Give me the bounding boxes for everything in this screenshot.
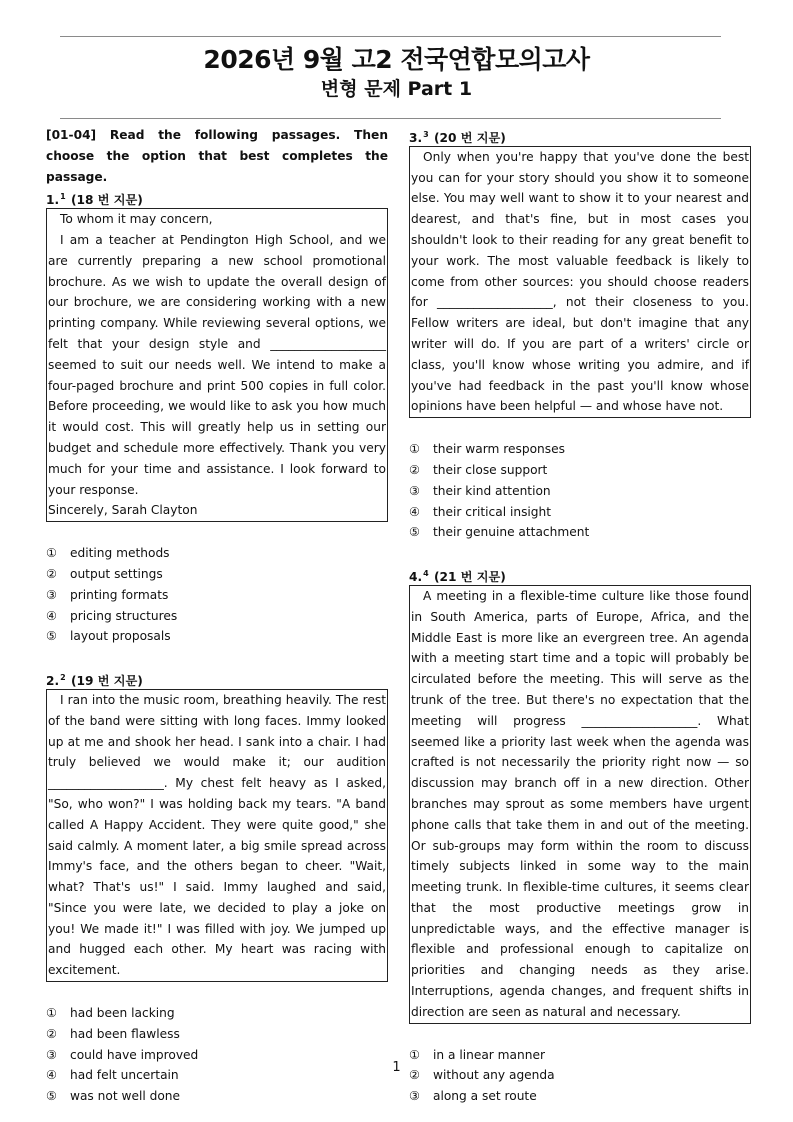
option-item[interactable]: ② their close support <box>409 462 548 477</box>
question-3-header <box>409 125 751 146</box>
right-column <box>409 125 751 1107</box>
passage-paragraph: Only when you're happy that you've done the best you can for your story should you show it to someone else. You may well want to show it to your nearest and dearest, and that's fine, but in most cases you shouldn't look to their reading for any great benefit to your work. The most valuable feedback is likely to come from other sources: you should choose readers for ___________________, not their closeness to you. Fellow writers are ideal, but don't imagine that any writer will do. If you are part of a writers' circle or class, you'll know whose writing you admire, and if you've had feedback in the past you'll know whose opinions have been helpful — and whose have not. <box>411 149 749 414</box>
question-2-header <box>46 668 388 689</box>
footnote-marker: 4 <box>423 569 429 579</box>
option-item[interactable]: ① their warm responses <box>409 442 565 457</box>
page-subtitle: 변형 문제 Part 1 <box>320 78 473 100</box>
question-1-passage <box>46 208 388 522</box>
question-source: (20 번 지문) <box>433 131 506 145</box>
passage-paragraph: I am a teacher at Pendington High School, and we are currently preparing a new school promotional brochure. As we wish to update the overall design of our brochure, we are considering working with a new printing company. While reviewing several options, we felt that your design style and ___________________ seemed to suit our needs well. We intend to make a four-paged brochure and print 500 copies in full color. Before proceeding, we would like to ask you how much it would cost. This will greatly help us in setting our budget and schedule more effectively. Thank you very much for your time and assistance. I look forward to your response. <box>48 232 386 497</box>
question-2-options <box>46 1003 388 1107</box>
option-item[interactable]: ① editing methods <box>46 546 170 561</box>
passage-paragraph: To whom it may concern, <box>60 212 213 227</box>
option-item[interactable]: ⑤ their genuine attachment <box>409 525 590 540</box>
option-item[interactable]: ④ pricing structures <box>46 608 178 623</box>
question-number: 2. <box>46 674 60 689</box>
option-item[interactable]: ⑤ layout proposals <box>46 629 171 644</box>
left-column <box>46 125 388 1107</box>
option-item[interactable]: ① had been lacking <box>46 1006 175 1021</box>
question-source: (19 번 지문) <box>70 674 143 689</box>
option-item[interactable]: ③ their kind attention <box>409 483 551 498</box>
footnote-marker: 3 <box>423 130 429 139</box>
footnote-marker: 1 <box>60 192 66 202</box>
instructions: [01-04] Read the following passages. Then choose the option that best completes the passage. <box>46 128 388 184</box>
passage-paragraph: A meeting in a flexible-time culture like those found in South America, parts of Europe, Africa, and the Middle East is more like an evergreen tree. An agenda with a meeting start time and a topic will probably be circulated before the meeting. This will serve as the trunk of the tree. But there's no expectation that the meeting will progress ___________________. What seemed like a priority last week when the agenda was crafted is not necessarily the priority right now — so discussion may branch off in a new direction. Other branches may sprout as some members have urgent phone calls that take them in and out of the meeting. Or sub-groups may form within the room to discuss timely subjects linked in some way to the main meeting trunk. In flexible-time cultures, it seems clear that the most productive meetings grow in unpredictable ways, and the effective manager is flexible and professional enough to capitalize on priorities and changing needs as they arise. Interruptions, agenda changes, and frequent shifts in direction are seen as natural and necessary. <box>411 588 749 1019</box>
option-item[interactable]: ① in a linear manner <box>409 1047 545 1062</box>
question-1-options <box>46 543 388 647</box>
question-source: (21 번 지문) <box>433 570 506 585</box>
option-item[interactable]: ⑤ was not well done <box>46 1089 181 1104</box>
option-item[interactable]: ④ had felt uncertain <box>46 1068 179 1083</box>
option-item[interactable]: ② without any agenda <box>409 1068 555 1083</box>
option-item[interactable]: ③ printing formats <box>46 587 169 602</box>
question-source: (18 번 지문) <box>70 193 143 208</box>
option-item[interactable]: ③ along a set route <box>409 1089 537 1104</box>
header-bottom-rule <box>60 118 721 119</box>
question-4-header <box>409 564 751 585</box>
option-item[interactable]: ③ could have improved <box>46 1047 199 1062</box>
question-1-header <box>46 187 388 208</box>
top-rule <box>60 36 721 37</box>
page-number: 1 <box>392 1060 401 1075</box>
footnote-marker: 2 <box>60 673 66 683</box>
option-item[interactable]: ② had been flawless <box>46 1026 180 1041</box>
question-3-passage <box>409 146 751 418</box>
letter-closing: Sincerely, Sarah Clayton <box>48 503 198 518</box>
question-4-options <box>409 1045 751 1107</box>
option-item[interactable]: ② output settings <box>46 566 163 581</box>
question-3-options <box>409 439 751 543</box>
question-number: 3. <box>409 131 423 145</box>
question-number: 1. <box>46 193 60 208</box>
question-4-passage <box>409 585 751 1024</box>
passage-paragraph: I ran into the music room, breathing heavily. The rest of the band were sitting with long faces. Immy looked up at me and shook her head. I sank into a chair. I had truly believed we would make it; our audition ___________________. My chest felt heavy as I asked, "So, who won?" I was holding back my tears. "A band called A Happy Accident. They were quite good," she said calmly. A moment later, a big smile spread across Immy's face, and the others began to cheer. "Wait, what? That's us!" I said. Immy laughed and said, "Since you were late, we decided to play a joke on you! We made it!" I was filled with joy. We jumped up and hugged each other. My heart was racing with excitement. <box>48 692 386 978</box>
page-title: 2026년 9월 고2 전국연합모의고사 <box>203 45 590 74</box>
question-2-passage <box>46 689 388 982</box>
option-item[interactable]: ④ their critical insight <box>409 504 552 519</box>
question-number: 4. <box>409 570 423 585</box>
